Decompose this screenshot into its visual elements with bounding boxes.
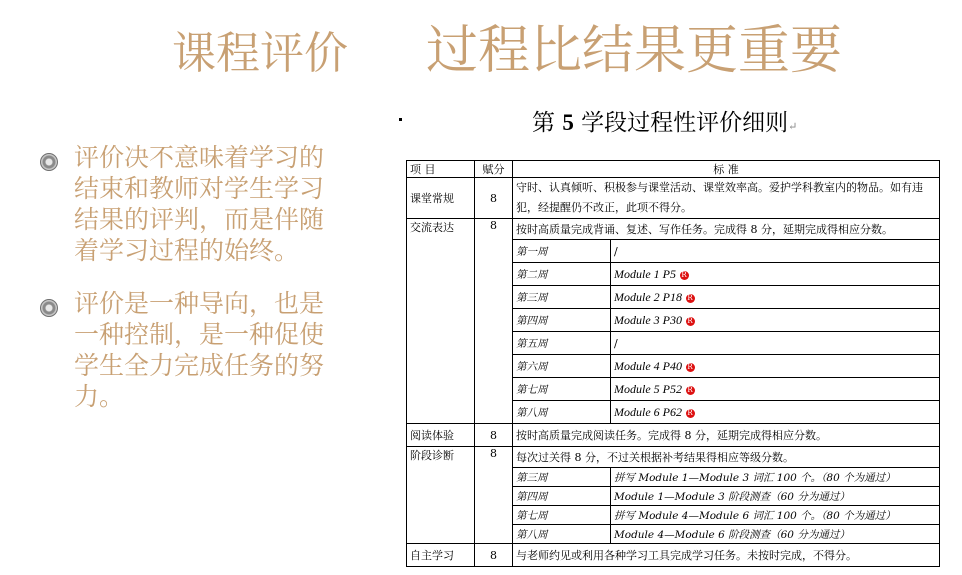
evaluation-table [406,160,940,567]
test-cell: 拼写 Module 4—Module 6 词汇 100 个。（80 个为通过） [611,506,940,525]
registered-icon: R [687,385,693,394]
score-expression: 8 [475,219,513,424]
task-cell: Module 1 P5 R [611,263,940,286]
registered-icon: R [681,270,687,279]
week-cell: 第八周 [513,401,611,424]
header-score: 赋分 [475,161,513,178]
task-cell: Module 5 P52 R [611,378,940,401]
item-diagnosis: 阶段诊断 [407,447,475,544]
header-item: 项 目 [407,161,475,178]
week-cell: 第一周 [513,240,611,263]
test-cell: Module 4—Module 6 阶段测查（60 分为通过） [611,525,940,544]
slide-title [172,8,842,83]
item-reading: 阅读体验 [407,424,475,447]
score-reading: 8 [475,424,513,447]
test-cell: Module 1—Module 3 阶段测查（60 分为通过） [611,487,940,506]
item-self-study: 自主学习 [407,544,475,567]
task-cell: Module 4 P40 R [611,355,940,378]
task-cell: / [611,332,940,355]
week-cell: 第四周 [513,309,611,332]
task-cell: Module 6 P62 R [611,401,940,424]
bullet-text: 评价决不意味着学习的结束和教师对学生学习结果的评判，而是伴随着学习过程的始终。 [74,143,325,265]
bullet-text: 评价是一种导向，也是一种控制，是一种促使学生全力完成任务的努力。 [74,289,325,411]
stray-dot [399,118,402,121]
registered-icon: R [687,293,693,302]
header-standard: 标 准 [513,161,940,178]
reel-bullet-icon [40,153,58,171]
registered-icon: R [687,408,693,417]
test-cell: 拼写 Module 1—Module 3 词汇 100 个。（80 个为通过） [611,468,940,487]
week-cell: 第三周 [513,286,611,309]
week-cell: 第三周 [513,468,611,487]
week-cell: 第五周 [513,332,611,355]
score-class-rules: 8 [475,178,513,219]
registered-icon: R [687,316,693,325]
title-course-evaluation: 课程评价 [172,28,348,79]
reel-bullet-icon [40,299,58,317]
standard-class-rules: 守时、认真倾听、积极参与课堂活动、课堂效率高。爱护学科教室内的物品。如有违犯，经提醒仍不改正，此项不得分。 [513,178,940,219]
title-process-over-result: 过程比结果更重要 [426,21,843,81]
table-row [407,219,940,240]
task-cell: Module 3 P30 R [611,309,940,332]
week-cell: 第八周 [513,525,611,544]
week-cell: 第六周 [513,355,611,378]
table-row [407,447,940,468]
score-diagnosis: 8 [475,447,513,544]
table-row [407,424,940,447]
item-expression: 交流表达 [407,219,475,424]
paragraph-mark-icon: ↵ [788,120,798,133]
standard-diagnosis: 每次过关得 8 分，不过关根据补考结果得相应等级分数。 [513,447,940,468]
item-class-rules: 课堂常规 [407,178,475,219]
week-cell: 第二周 [513,263,611,286]
document-title: 第 5 学段过程性评价细则↵ [532,110,798,136]
bullet-item [40,288,340,412]
score-self-study: 8 [475,544,513,567]
week-cell: 第七周 [513,378,611,401]
task-cell: Module 2 P18 R [611,286,940,309]
table-row [407,178,940,219]
week-cell: 第七周 [513,506,611,525]
week-cell: 第四周 [513,487,611,506]
bullet-item [40,142,340,266]
standard-reading: 按时高质量完成阅读任务。完成得 8 分，延期完成得相应分数。 [513,424,940,447]
task-cell: / [611,240,940,263]
table-row [407,544,940,567]
registered-icon: R [687,362,693,371]
bullet-list [40,142,340,434]
standard-self-study: 与老师约见或利用各种学习工具完成学习任务。未按时完成，不得分。 [513,544,940,567]
standard-expression: 按时高质量完成背诵、复述、写作任务。完成得 8 分，延期完成得相应分数。 [513,219,940,240]
